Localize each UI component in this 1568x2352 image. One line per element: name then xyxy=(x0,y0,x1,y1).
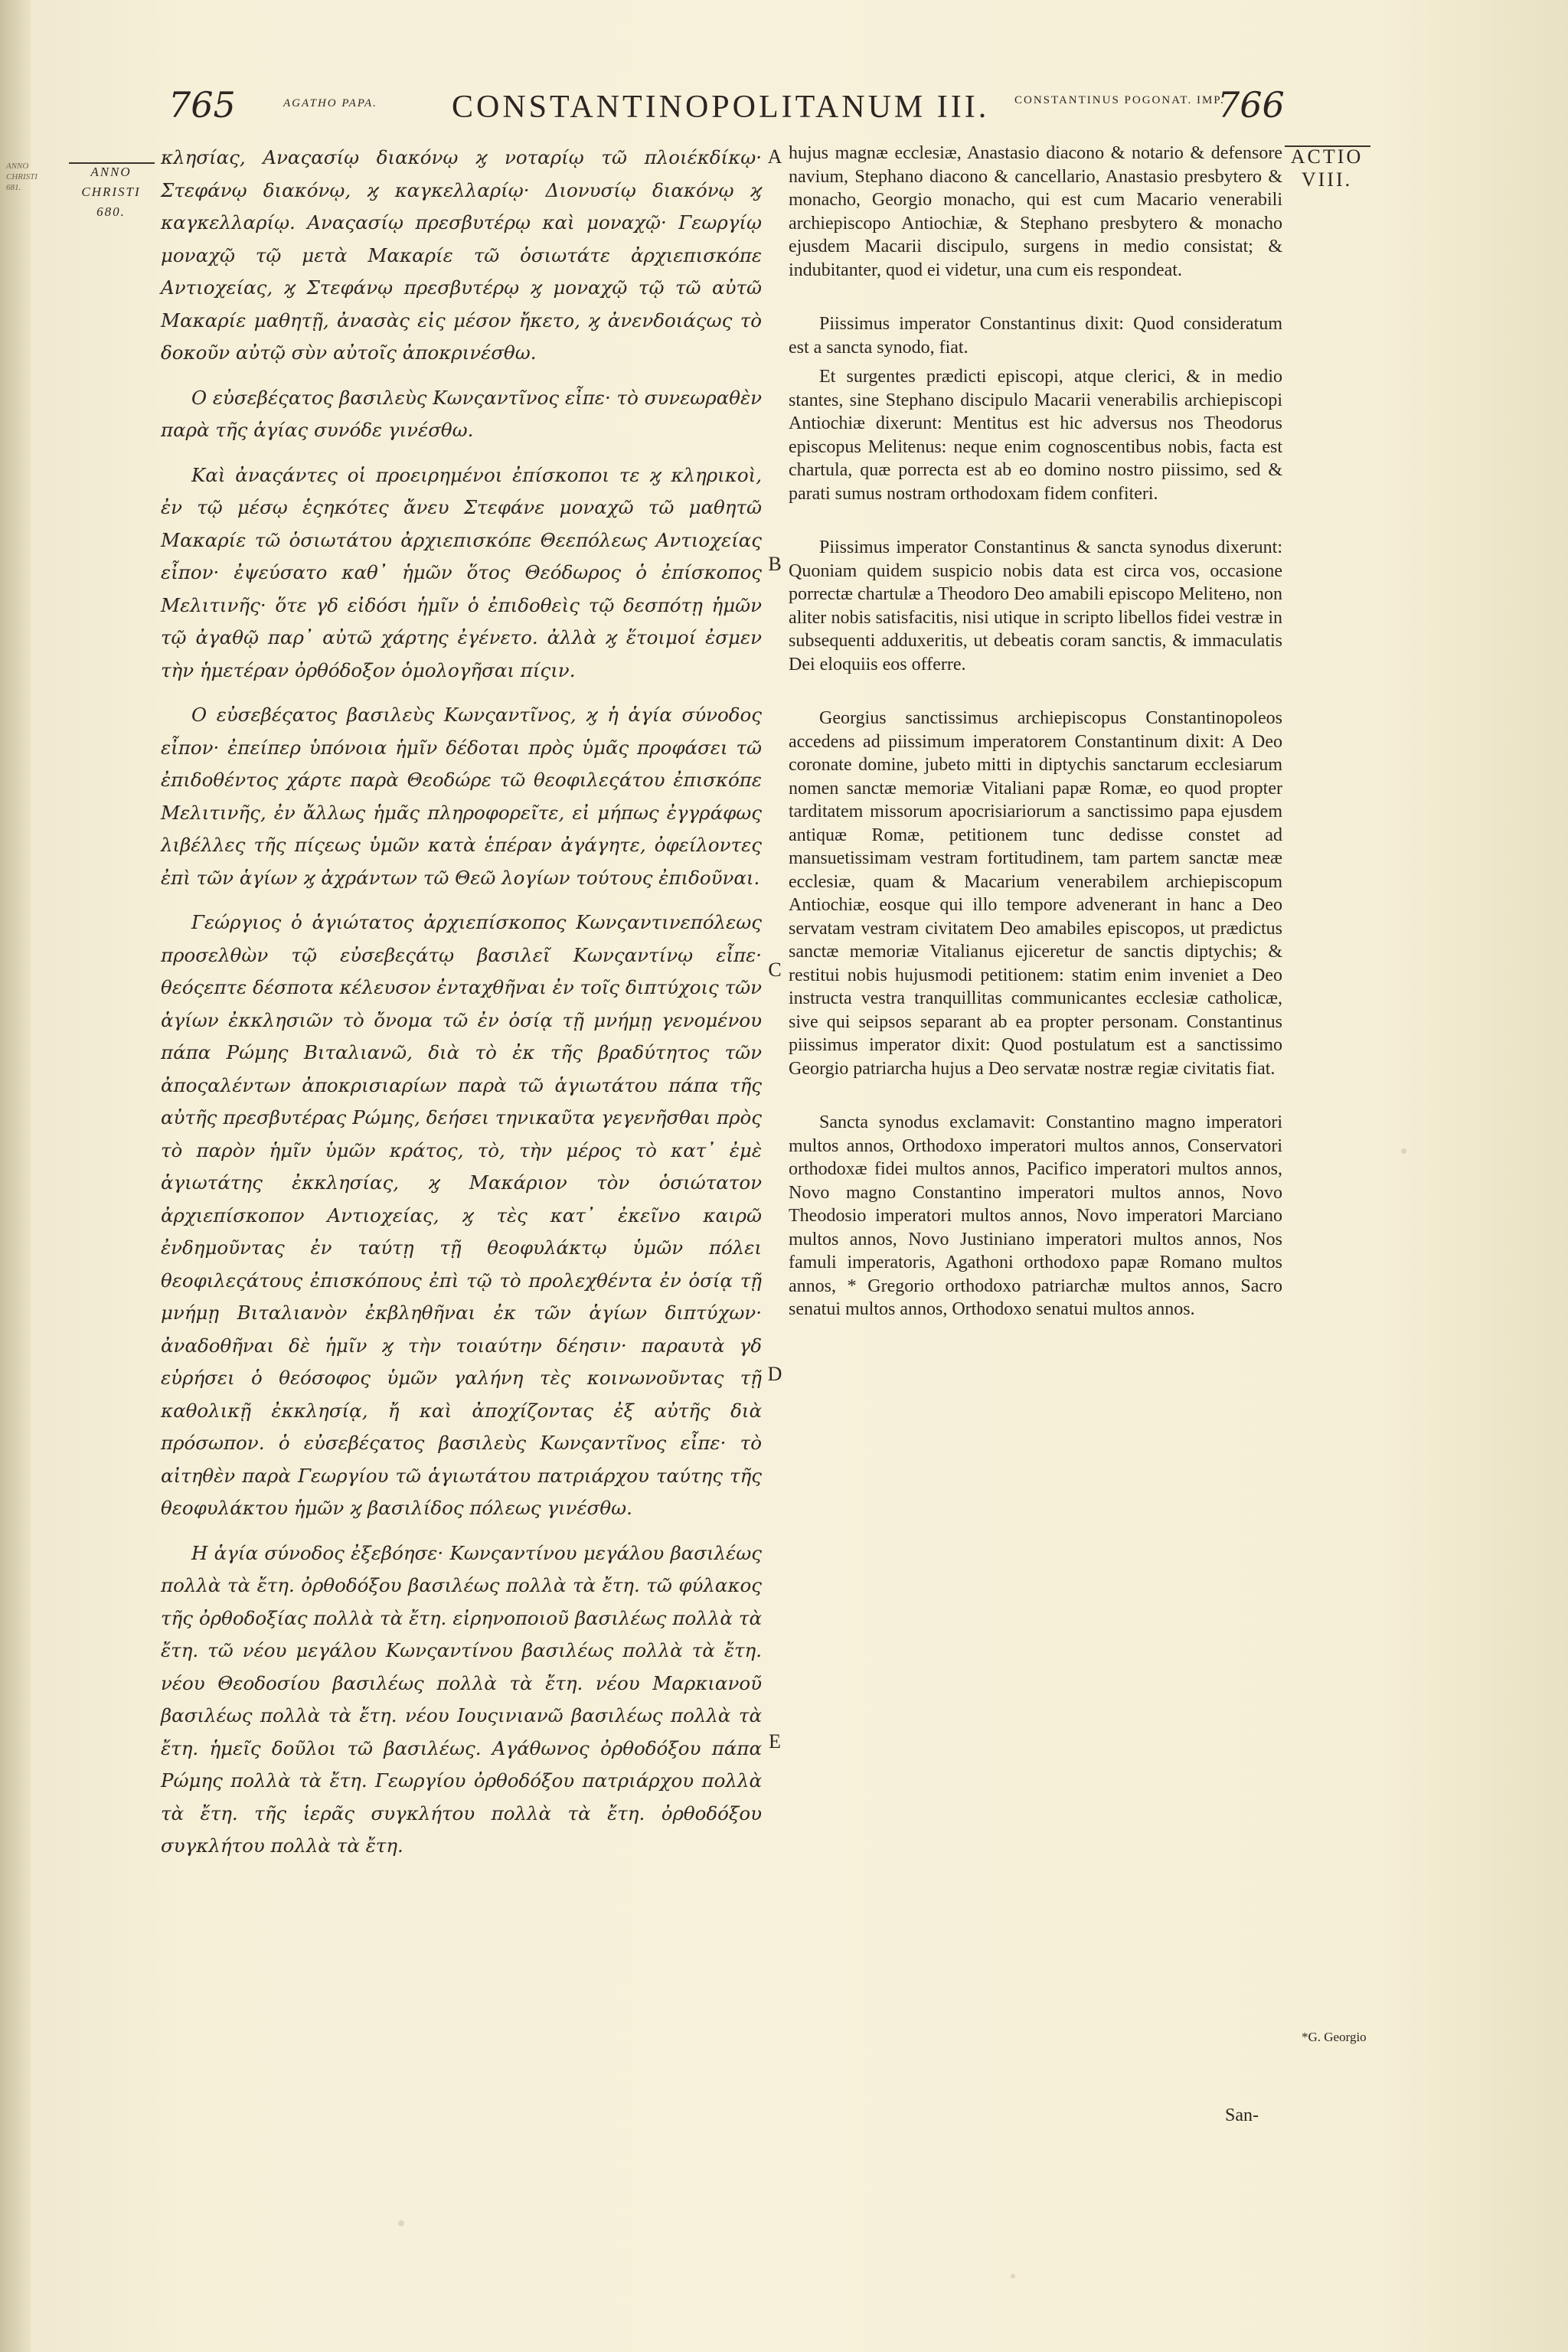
latin-paragraph: Et surgentes prædicti episcopi, atque clerici, & in medio stantes, sine Stephano discipulo Macarii venerabilis archiepiscopi Antiochiæ dixerunt: Mentitus est hic adversus nos Theodorus episcopus Melitenus: neque enim cognoscentibus nobis, facta est chartula, quæ porrecta est ab eo domino nostro piissimo, sed & parati sumus nostram orthodoxam fidem confiteri. xyxy=(789,367,1282,504)
left-page-number: 765 xyxy=(168,84,236,126)
latin-paragraph: Georgius sanctissimus archiepiscopus Constantinopoleos accedens ad piissimum imperatorem Constantinum dixit: A Deo coronate domine, jubeto mitti in diptychis sanctarum ecclesiarum nomen sanctæ memoriæ Vitaliani papæ Romæ, eo quod propter tarditatem missorum apocrisiariorum a sanctissimo papa ejusdem antiquæ Romæ, petitionem tunc dedisse constet ad mansuetissimam vestram fortitudinem, tam partem sanctæ meæ ecclesiæ, quam & Macarium venerabilem archiepiscopum Antiochiæ, eosque qui illo tempore advenerant in hanc a Deo servatam vestram civitatem Deo amabiles episcopos, ut prædictus sanctæ memoriæ Vitalianus ejiceretur de sanctis diptychis; & restitui nobis hujusmodi petitionem: statim enim inveniet a Deo instructa vestra tranquillitas communicantes ecclesiæ catholicæ, sive qui seipsos separant ab ea propter personam. Constantinus piissimus imperator dixit: Quod postulatum est a sanctissimo Georgio patriarcha hujus a Deo servatæ nostræ regiæ civitatis fiat. xyxy=(789,708,1282,1079)
latin-paragraph: Piissimus imperator Constantinus dixit: Quod consideratum est a sancta synodo, fiat. xyxy=(789,314,1282,358)
greek-paragraph: Ο εὐσεβέςατος βασιλεὺς Κωνςαντῖνος εἶπε· τὸ συνεωραθὲν παρὰ τῆς ἁγίας συνόδε γινέσθω. xyxy=(161,386,762,441)
latin-paragraph: Sancta synodus exclamavit: Constantino magno imperatori multos annos, Orthodoxo imperatori multos annos, Conservatori orthodoxæ fidei multos annos, Pacifico imperatori multos annos, Novo magno Constantino imperatori multos annos, Novo Theodosio imperatori multos annos, Novo imperatori Marciano multos annos, Novo Justiniano imperatori multos annos, Nos famuli imperatoris, Agathoni orthodoxo papæ Romano multos annos, * Gregorio orthodoxo patriarchæ multos annos, Sacro senatui multos annos, Orthodoxo senatui multos annos. xyxy=(789,1112,1282,1319)
section-letter-d: D xyxy=(767,1363,782,1385)
section-letter-e: E xyxy=(769,1730,781,1753)
greek-paragraph: Ο εὐσεβέςατος βασιλεὺς Κωνςαντῖνος, ϗ ἡ ἁγία σύνοδος εἶπον· ἐπείπερ ὑπόνοια ἡμῖν δέδοται πρὸς ὑμᾶς προφάσει τῶ ἐπιδοθέντος χάρτε παρὰ Θεοδώρε τῶ θεοφιλεςάτου ἐπισκόπε Μελιτινῆς, ἐν ἄλλως ἡμᾶς πληροφορεῖτε, εἰ μήπως ἐγγράφως λιβέλλες τῆς πίςεως ὑμῶν κατὰ ἑπέραν ἀγάγητε, ὀφείλοντες ἐπὶ τῶν ἁγίων ϗ ἀχράντων τῶ Θεῶ λογίων τούτους ἐπιδοῦναι. xyxy=(161,704,762,889)
section-letter-a: A xyxy=(767,145,782,168)
greek-paragraph: Η ἁγία σύνοδος ἐξεβόησε· Κωνςαντίνου μεγάλου βασιλέως πολλὰ τὰ ἔτη. ὀρθοδόξου βασιλέως πολλὰ τὰ ἔτη. τῶ φύλακος τῆς ὀρθοδοξίας πολλὰ τὰ ἔτη. εἰρηνοποιοῦ βασιλέως πολλὰ τὰ ἔτη. τῶ νέου μεγάλου Κωνςαντίνου βασιλέως πολλὰ τὰ ἔτη. νέου Θεοδοσίου βασιλέως πολλὰ τὰ ἔτη. νέου Μαρκιανοῦ βασιλέως πολλὰ τὰ ἔτη. νέου Ιουςινιανῶ βασιλέως πολλὰ τὰ ἔτη. ἡμεῖς δοῦλοι τῶ βασιλέως. Αγάθωνος ὀρθοδόξου πάπα Ρώμης πολλὰ τὰ ἔτη. Γεωργίου ὀρθοδόξου πατριάρχου πολλὰ τὰ ἔτη. τῆς ἱερᾶς συγκλήτου πολλὰ τὰ ἔτη. ὀρθοδόξου συγκλήτου πολλὰ τὰ ἔτη. xyxy=(161,1541,762,1857)
margin-note-actio: ACTIO VIII. xyxy=(1290,145,1364,191)
facing-page-edge xyxy=(0,0,38,2352)
section-letter-c: C xyxy=(768,959,782,981)
latin-paragraph: hujus magnæ ecclesiæ, Anastasio diacono & notario & defensore navium, Stephano diacono & cancellario, Anastasio presbytero & monacho, Georgio monacho, qui est cum Macario venerabili archiepiscopo Antiochiæ, & Stephano presbytero & monacho ejusdem Macarii discipulo, surgens in medio consistat; & indubitanter, quod ei videtur, una cum eis respondeat. xyxy=(789,143,1282,280)
paper-speck xyxy=(1401,1148,1406,1154)
catchword: San- xyxy=(1225,2105,1259,2125)
facing-page-margin-note: ANNO CHRISTI 681. xyxy=(6,162,38,192)
page-title: CONSTANTINOPOLITANUM III. xyxy=(452,90,990,125)
right-running-title: CONSTANTINUS POGONAT. IMP. xyxy=(1014,94,1225,106)
greek-column xyxy=(161,142,762,1863)
paper-speck xyxy=(1011,2274,1015,2278)
right-page-number: 766 xyxy=(1217,84,1285,126)
greek-paragraph: Καὶ ἀναςάντες οἱ προειρημένοι ἐπίσκοποι τε ϗ κληρικοὶ, ἐν τῷ μέσῳ ἑςηκότες ἄνευ Στεφάνε μοναχῶ τῶ μαθητῶ Μακαρίε τῶ ὁσιωτάτου ἀρχιεπισκόπε Θεεπόλεως Αντιοχείας εἶπον· ἐψεύσατο καθ᾽ ἡμῶν ὅτος Θεόδωρος ὁ ἐπίσκοπος Μελιτινῆς· ὅτε γδ εἰδόσι ἡμῖν ὁ ἐπιδοθεὶς τῷ δεσπότῃ ἡμῶν τῷ ἀγαθῷ παρ᾽ αὐτῶ χάρτης ἐγένετο. ἀλλὰ ϗ ἕτοιμοί ἐσμεν τὴν ἡμετέραν ὀρθόδοξον ὁμολογῆσαι πίςιν. xyxy=(161,463,762,681)
greek-paragraph: Γεώργιος ὁ ἁγιώτατος ἀρχιεπίσκοπος Κωνςαντινεπόλεως προσελθὼν τῷ εὐσεβεςάτῳ βασιλεῖ Κωνςαντίνῳ εἶπε· θεόςεπτε δέσποτα κέλευσον ἐνταχθῆναι ἐν τοῖς διπτύχοις τῶν ἁγίων ἐκκλησιῶν τὸ ὄνομα τῶ ἐν ὁσίᾳ τῇ μνήμῃ γενομένου πάπα Ρώμης Βιταλιανῶ, διὰ τὸ ἐκ τῆς βραδύτητος τῶν ἀποςαλέντων ἀποκρισιαρίων παρὰ τῶ ἁγιωτάτου πάπα τῆς αὐτῆς πρεσβυτέρας Ρώμης, δεήσει τηνικαῦτα γεγενῆσθαι πρὸς τὸ παρὸν ἡμῖν ὑμῶν κράτος, τὸ, τὴν μέρος τὸ κατ᾽ ἐμὲ ἁγιωτάτης ἐκκλησίας, ϗ Μακάριον τὸν ὁσιώτατον ἀρχιεπίσκοπον Αντιοχείας, ϗ τὲς κατ᾽ ἐκεῖνο καιρῶ ἐνδημοῦντας ἐν ταύτῃ τῇ θεοφυλάκτῳ ὑμῶν πόλει θεοφιλεςάτους ἐπισκόπους ἐπὶ τῷ τὸ προλεχθέντα ἐν ὁσίᾳ τῇ μνήμῃ Βιταλιανὸν ἐκβληθῆναι ἐκ τῶν ἁγίων διπτύχων· ἀναδοθῆναι δὲ ἡμῖν ϗ τὴν τοιαύτην δέησιν· παραυτὰ γδ εὑρήσει ὁ θεόσοφος ὑμῶν γαλήνη τὲς κοινωνοῦντας τῇ καθολικῇ ἐκκλησίᾳ, ἤ καὶ ἀποχίζοντας ἐξ αὐτῆς διὰ πρόσωπον. ὁ εὐσεβέςατος βασιλεὺς Κωνςαντῖνος εἶπε· τὸ αἰτηθὲν παρὰ Γεωργίου τῶ ἁγιωτάτου πατριάρχου ταύτης τῆς θεοφυλάκτου ἡμῶν ϗ βασιλίδος πόλεως γινέσθω. xyxy=(161,911,762,1519)
left-running-title: AGATHO PAPA. xyxy=(283,97,377,109)
latin-paragraph: Piissimus imperator Constantinus & sancta synodus dixerunt: Quoniam quidem suspicio nobis data est circa vos, occasione porrectæ chartulæ a Theodoro Deo amabili episcopo Melitено, non aliter nobis satisfacitis, nisi utique in scripto libellos fidei vestræ in subsequenti adduxeritis, ut debeatis coram sanctis, & immaculatis Dei eloquiis eos offerre. xyxy=(789,537,1282,675)
greek-paragraph: κλησίας, Αναςασίῳ διακόνῳ ϗ νοταρίῳ τῶ πλοιέκδίκῳ· Στεφάνῳ διακόνῳ, ϗ καγκελλαρίῳ· Διονυσίῳ διακόνῳ ϗ καγκελλαρίῳ. Αναςασίῳ πρεσβυτέρῳ καὶ μοναχῷ· Γεωργίῳ μοναχῷ τῷ μετὰ Μακαρίε τῶ ὁσιωτάτε ἀρχιεπισκόπε Αντιοχείας, ϗ Στεφάνῳ πρεσβυτέρῳ ϗ μοναχῷ τῷ τῶ αὐτῶ Μακαρίε μαθητῇ, ἀνασὰς εἰς μέσον ἤκετο, ϗ ἀνενδοιάςως τὸ δοκοῦν αὐτῷ σὺν αὐτοῖς ἀποκρινέσθω. xyxy=(161,146,762,364)
margin-footnote: *G. Georgio xyxy=(1302,2030,1367,2044)
paper-speck xyxy=(398,2220,404,2226)
margin-note-anno: ANNO CHRISTI 680. xyxy=(81,165,141,219)
section-letter-b: B xyxy=(768,553,782,575)
latin-column xyxy=(789,142,1282,1321)
